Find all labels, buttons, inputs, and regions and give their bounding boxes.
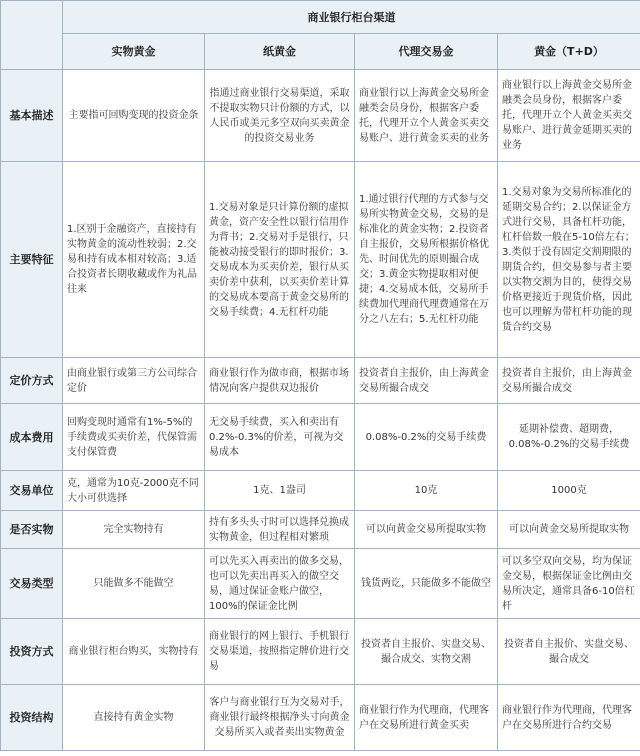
group-header-row: [1, 1, 640, 34]
table-row: [1, 162, 640, 358]
table-cell: 商业银行以上海黄金交易所金融类会员身份，根据客户委托，代理开立个人黄金买卖交易账户、进行黄金延期买卖的业务: [498, 70, 640, 162]
table-cell: 主要指可回购变现的投资金条: [63, 70, 205, 162]
row-label: 交易类型: [1, 549, 63, 619]
table-row: [1, 404, 640, 471]
table-cell: 10克: [355, 471, 498, 511]
table-cell: 0.08%-0.2%的交易手续费: [355, 404, 498, 471]
table-cell: 投资者自主报价、实盘交易、撮合成交: [498, 619, 640, 685]
col-header-agency-gold: 代理交易金: [355, 34, 498, 70]
table-cell: 完全实物持有: [63, 511, 205, 549]
table-cell: 投资者自主报价，由上海黄金交易所撮合成交: [498, 358, 640, 404]
row-label: 定价方式: [1, 358, 63, 404]
column-header-row: [1, 34, 640, 70]
table-row: [1, 471, 640, 511]
row-label: 交易单位: [1, 471, 63, 511]
table-cell: 可以向黄金交易所提取实物: [498, 511, 640, 549]
col-header-gold-td: 黄金（T+D）: [498, 34, 640, 70]
col-header-paper-gold: 纸黄金: [205, 34, 355, 70]
table-cell: 由商业银行或第三方公司综合定价: [63, 358, 205, 404]
row-label: 基本描述: [1, 70, 63, 162]
row-label: 主要特征: [1, 162, 63, 358]
table-cell: 可以向黄金交易所提取实物: [355, 511, 498, 549]
table-cell: 商业银行的网上银行、手机银行交易渠道，按照指定牌价进行交易: [205, 619, 355, 685]
table-cell: 商业银行柜台购买，实物持有: [63, 619, 205, 685]
table-cell: 1.交易对象是只计算份额的虚拟黄金，资产安全性以银行信用作为背书；2.交易对手是银行，只能被动接受银行的即时报价；3.交易成本为买卖价差，银行从买卖价差中获利，以买卖价差计算的交易成本要高于黄金交易所的交易手续费；4.无杠杆功能: [205, 162, 355, 358]
table-cell: 客户与商业银行互为交易对手，商业银行最终根据净头寸向黄金交易所买入或者卖出实物黄金: [205, 685, 355, 751]
row-label: 投资结构: [1, 685, 63, 751]
table-cell: 商业银行作为做市商，根据市场情况向客户提供双边报价: [205, 358, 355, 404]
table-cell: 投资者自主报价，由上海黄金交易所撮合成交: [355, 358, 498, 404]
table-cell: 投资者自主报价、实盘交易、撮合成交、实物交割: [355, 619, 498, 685]
table-cell: 钱货两讫，只能做多不能做空: [355, 549, 498, 619]
table-row: [1, 619, 640, 685]
table-row: [1, 549, 640, 619]
table-cell: 无交易手续费，买入和卖出有0.2%-0.3%的价差，可视为交易成本: [205, 404, 355, 471]
table-cell: 直接持有黄金实物: [63, 685, 205, 751]
row-label: 成本费用: [1, 404, 63, 471]
table-cell: 只能做多不能做空: [63, 549, 205, 619]
table-cell: 延期补偿费、超期费，0.08%-0.2%的交易手续费: [498, 404, 640, 471]
table-cell: 1.通过银行代理的方式参与交易所实物黄金交易，交易的是标准化的黄金实物；2.投资者自主报价，交易所根据价格优先、时间优先的原则撮合成交；3.黄金实物提取相对便捷；4.交易成本低，交易所手续费加代理商代理费通常在万分之八左右；5.无杠杆功能: [355, 162, 498, 358]
table-cell: 1克、1盎司: [205, 471, 355, 511]
table-row: [1, 358, 640, 404]
table-row: [1, 70, 640, 162]
corner-cell: [1, 1, 63, 70]
row-label: 是否实物: [1, 511, 63, 549]
row-label: 投资方式: [1, 619, 63, 685]
table-cell: 1.区别于金融资产，直接持有实物黄金的流动性较弱；2.交易和持有成本相对较高；3.适合投资者长期收藏或作为礼品往来: [63, 162, 205, 358]
group-header: 商业银行柜台渠道: [63, 1, 640, 34]
table-cell: 可以先买入再卖出的做多交易，也可以先卖出再买入的做空交易，通过保证金账户做空，100%的保证金比例: [205, 549, 355, 619]
table-cell: 指通过商业银行交易渠道，采取不提取实物只计份额的方式，以人民币或美元多空双向买卖黄金的投资交易业务: [205, 70, 355, 162]
table-cell: 可以多空双向交易，均为保证金交易，根据保证金比例由交易所决定，通常具备6-10倍杠杆: [498, 549, 640, 619]
table-cell: 商业银行作为代理商，代理客户在交易所进行合约交易: [498, 685, 640, 751]
table-cell: 1000克: [498, 471, 640, 511]
col-header-physical-gold: 实物黄金: [63, 34, 205, 70]
table-row: [1, 511, 640, 549]
table-cell: 商业银行以上海黄金交易所金融类会员身份，根据客户委托，代理开立个人黄金买卖交易账户、进行黄金买卖的业务: [355, 70, 498, 162]
table-row: [1, 685, 640, 751]
table-cell: 商业银行作为代理商，代理客户在交易所进行黄金买卖: [355, 685, 498, 751]
table-cell: 克，通常为10克-2000克不同大小可供选择: [63, 471, 205, 511]
table-cell: 1.交易对象为交易所标准化的延期交易合约；2.以保证金方式进行交易，具备杠杆功能，杠杆倍数一般在5-10倍左右；3.类似于没有固定交割期限的期货合约，但交易参与者主要以实物交割为目的，使得交易价格更接近于现货价格，因此也可以理解为带杠杆功能的现货合约交易: [498, 162, 640, 358]
table-cell: 回购变现时通常有1%-5%的手续费或买卖价差，代保管需支付保管费: [63, 404, 205, 471]
table-cell: 持有多头头寸时可以选择兑换成实物黄金，但过程相对繁琐: [205, 511, 355, 549]
